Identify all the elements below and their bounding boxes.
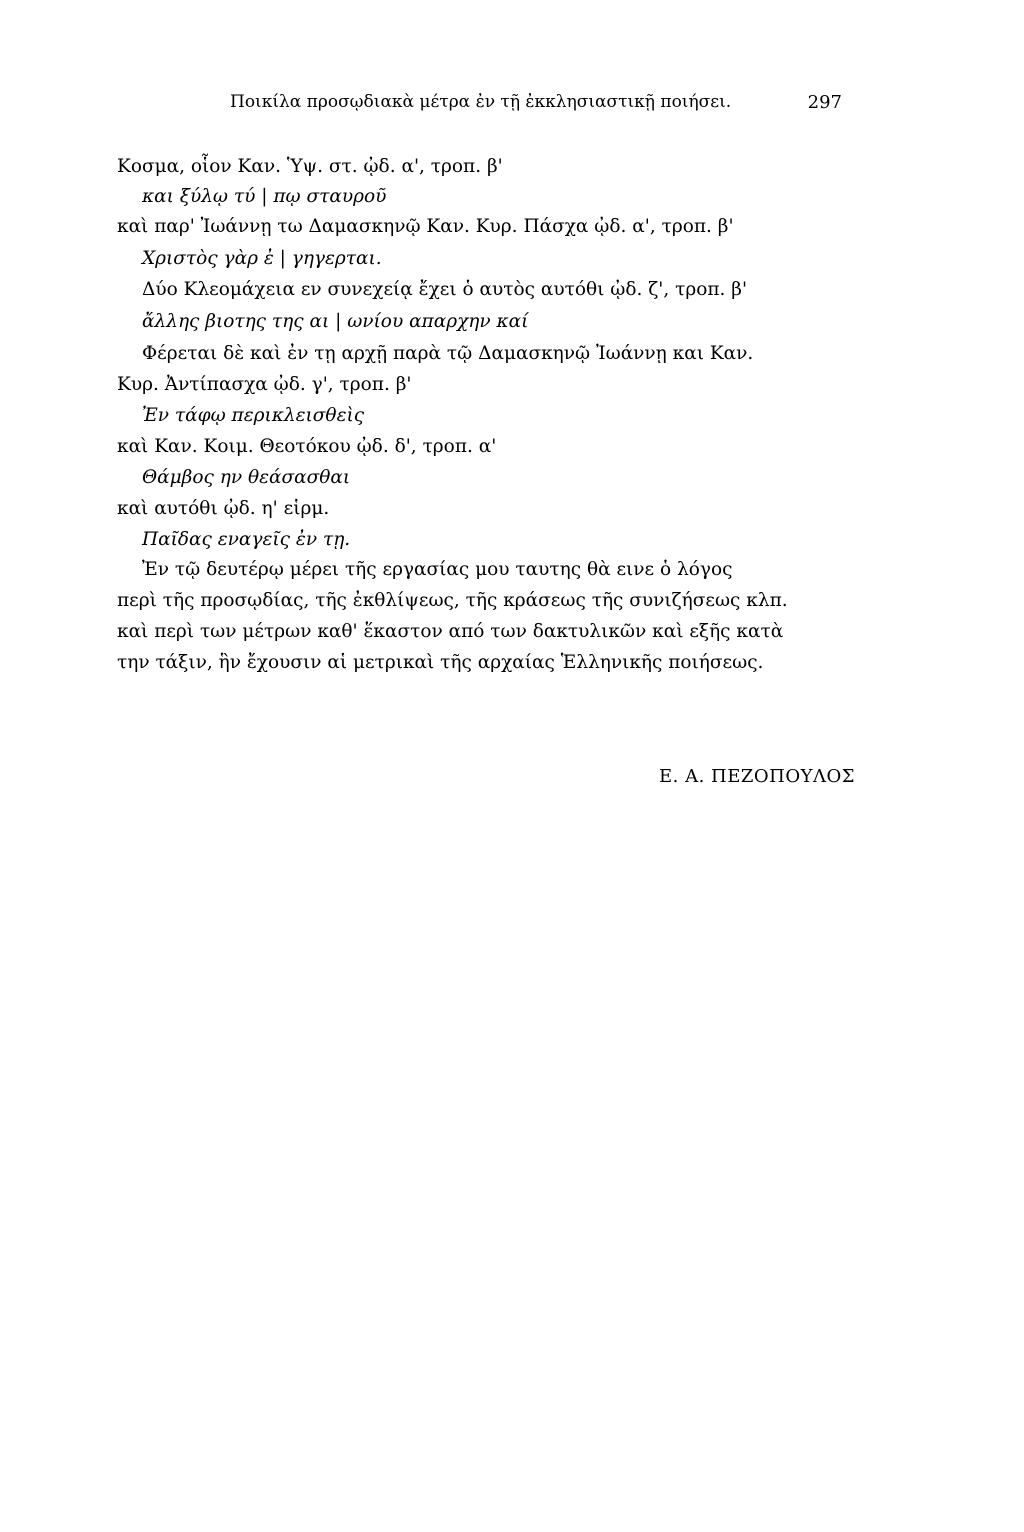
page-number: 297 <box>807 92 842 113</box>
text-line: Φέρεται δὲ καὶ ἐν τῃ αρχῇ παρὰ τῷ Δαμασκηνῷ Ἰωάννῃ και Καν. <box>142 343 754 364</box>
text-line: Ἐν τῷ δευτέρῳ μέρει τῆς εργασίας μου ταυτης θὰ εινε ὁ λόγος <box>142 559 733 580</box>
verse-line: Θάμβος ην θεάσασθαι <box>142 467 351 488</box>
text-line: Κυρ. Ἀντίπασχα ᾠδ. γ', τροπ. β' <box>117 374 412 395</box>
verse-line: ἄλλης βιοτης της αι | ωνίου απαρχην καί <box>142 311 529 332</box>
verse-line: Ἐν τάφῳ περικλεισθεὶς <box>142 405 365 426</box>
verse-line: Χριστὸς γὰρ ἐ | γηγερται. <box>142 248 382 269</box>
running-title: Ποικίλα προσῳδιακὰ μέτρα ἐν τῇ ἐκκλησιαστικῇ ποιήσει. <box>230 92 732 112</box>
verse-line: Παῖδας εναγεῖς ἐν τῃ. <box>142 529 351 550</box>
author-signature: Ε. Α. ΠΕΖΟΠΟΥΛΟΣ <box>659 766 855 787</box>
text-line: Κοσμα, οἷον Καν. Ὑψ. στ. ᾠδ. α', τροπ. β' <box>117 156 503 177</box>
text-line: περὶ τῆς προσῳδίας, τῆς ἐκθλίψεως, τῆς κράσεως τῆς συνιζήσεως κλπ. <box>117 590 788 611</box>
text-line: καὶ περὶ των μέτρων καθ' ἕκαστον από των δακτυλικῶν καὶ εξῆς κατὰ <box>117 621 784 642</box>
text-line: Δύο Κλεομάχεια εν συνεχείᾳ ἔχει ὁ αυτὸς αυτόθι ᾠδ. ζ', τροπ. β' <box>142 279 748 300</box>
text-line: καὶ αυτόθι ᾠδ. η' εἱρμ. <box>117 498 330 519</box>
running-header <box>230 92 842 122</box>
text-line: καὶ Καν. Κοιμ. Θεοτόκου ᾠδ. δ', τροπ. α' <box>117 436 497 457</box>
text-line: την τάξιν, ἣν ἔχουσιν αἱ μετρικαὶ τῆς αρχαίας Ἑλληνικῆς ποιήσεως. <box>117 652 764 673</box>
verse-line: και ξύλῳ τύ | πῳ σταυροῦ <box>142 186 387 207</box>
text-line: καὶ παρ' Ἰωάννῃ τω Δαμασκηνῷ Καν. Κυρ. Πάσχα ᾠδ. α', τροπ. β' <box>117 216 734 237</box>
